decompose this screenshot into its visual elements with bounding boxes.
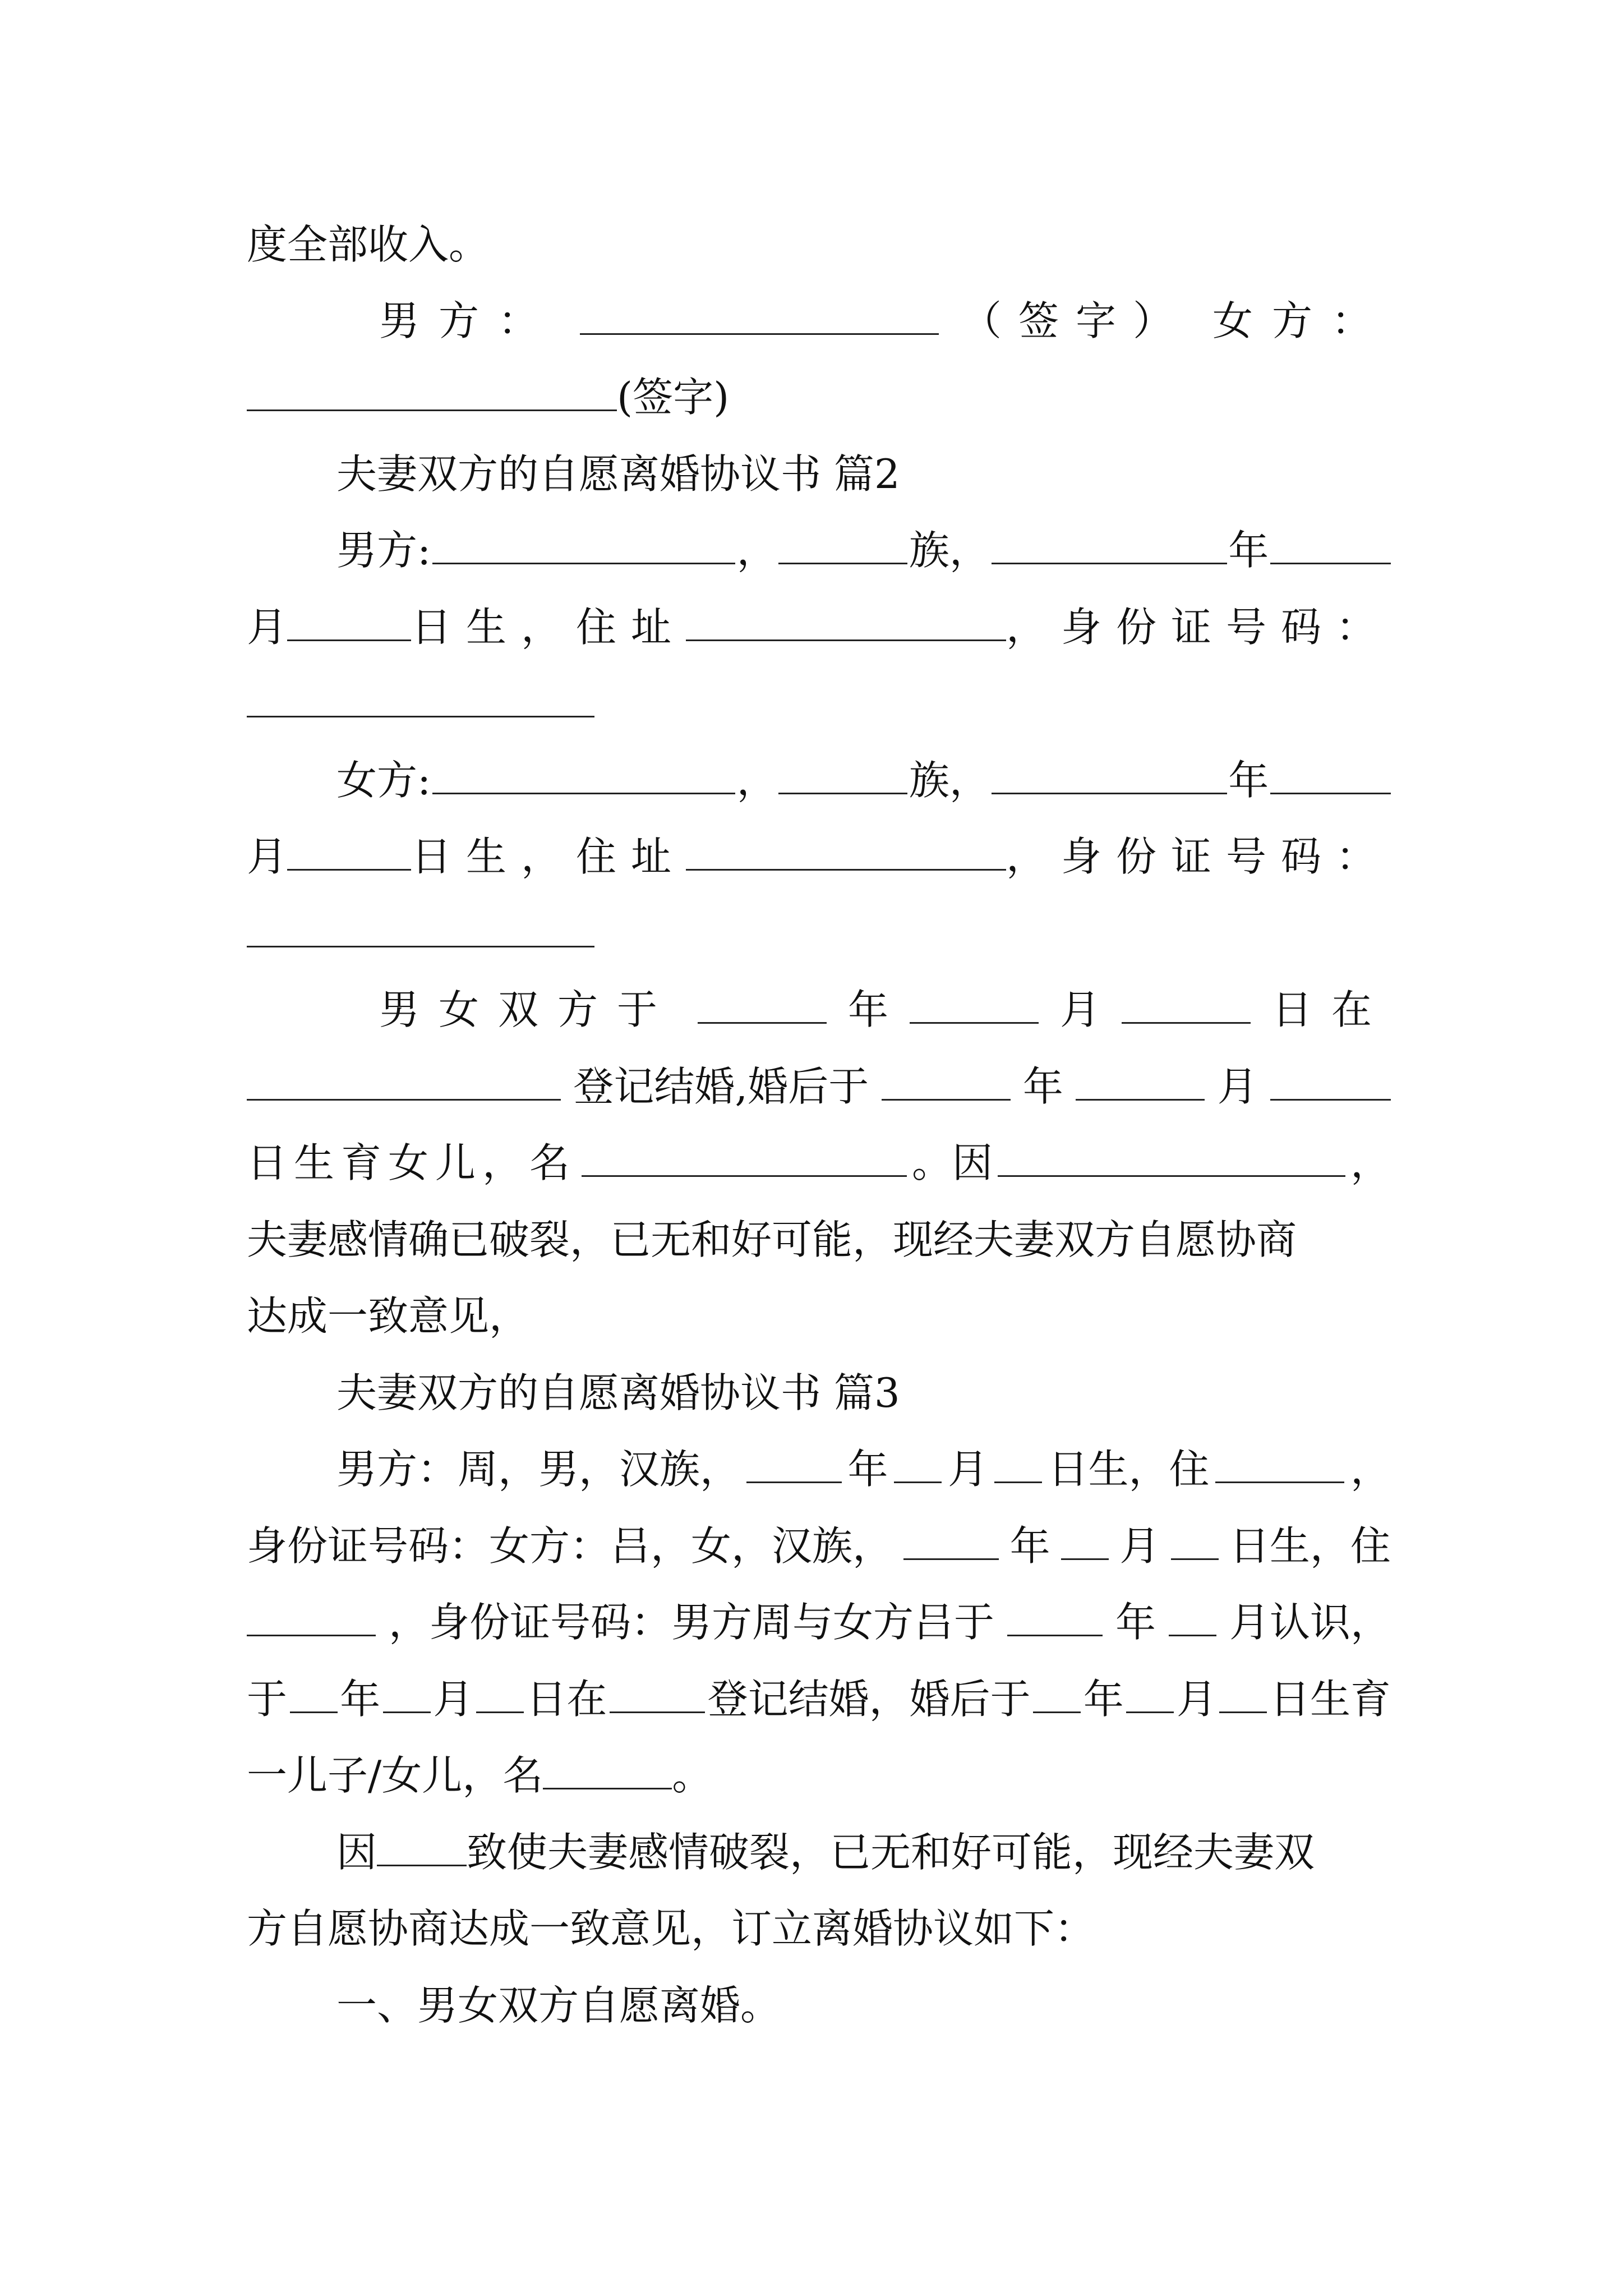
clause-1 (336, 1972, 1391, 2039)
section3-line-1 (336, 1435, 1391, 1503)
text: 因 (336, 1829, 377, 1876)
text: ， (1350, 1139, 1391, 1186)
male-day-blank[interactable] (287, 604, 411, 641)
female-birth-month-blank[interactable] (1061, 1522, 1109, 1560)
id-label: ，身份证号码： (1006, 833, 1391, 880)
text-line (247, 211, 1391, 278)
text: 日生育 (1269, 1676, 1391, 1723)
female-address-blank[interactable] (686, 833, 1006, 871)
text: 登记结婚，婚后于 (707, 1676, 1031, 1723)
comma: ， (736, 757, 777, 804)
text: 于 (247, 1676, 288, 1723)
text: 月认识， (1229, 1599, 1391, 1646)
male-ethnic-blank[interactable] (778, 527, 907, 564)
ethnic-label: 族， (909, 527, 990, 574)
male-signature-blank[interactable] (580, 297, 939, 335)
reason-line-1 (336, 1819, 1391, 1886)
birth-month-blank[interactable] (1076, 1063, 1205, 1101)
section3-line-5 (247, 1742, 1391, 1809)
text: 方自愿协商达成一致意见，订立离婚协议如下： (247, 1905, 1095, 1952)
id-label: ，身份证号码： (1006, 604, 1391, 651)
male-info-line-3 (247, 670, 1391, 737)
text: 。因 (911, 1139, 993, 1186)
text: 日生育女儿，名 (247, 1139, 577, 1186)
ethnic-label: 族， (909, 757, 990, 804)
text: 年 (1009, 1522, 1050, 1570)
male-birth-month-blank[interactable] (894, 1446, 942, 1483)
text: 月 (947, 1446, 988, 1493)
marriage-day-blank[interactable] (1122, 986, 1251, 1024)
text: 月 (1059, 986, 1100, 1033)
male-birth-year-blank[interactable] (746, 1446, 842, 1483)
female-info-line-3 (247, 900, 1391, 967)
heading-text: 夫妻双方的自愿离婚协议书 篇2 (336, 450, 900, 498)
year-label: 年 (1228, 527, 1269, 574)
text: 年 (847, 1446, 888, 1493)
text: ， (1350, 1446, 1391, 1493)
child-year-blank[interactable] (1033, 1676, 1081, 1713)
male-name-blank[interactable] (432, 527, 735, 564)
female-month-blank[interactable] (1270, 757, 1391, 794)
female-ethnic-blank[interactable] (778, 757, 907, 794)
text: 达成一致意见， (247, 1292, 530, 1340)
female-label-2: 女方: (336, 757, 431, 804)
marry-year-blank[interactable] (290, 1676, 338, 1713)
text: 年 (1083, 1676, 1124, 1723)
section3-line-3 (247, 1589, 1391, 1656)
section-heading-3 (336, 1359, 1391, 1427)
male-birth-day-blank[interactable] (994, 1446, 1042, 1483)
text: 身份证号码：女方：吕，女，汉族， (247, 1522, 893, 1570)
female-label: 女方： (1212, 297, 1391, 344)
male-info-line-1 (336, 517, 1391, 584)
month-label: 月 (247, 833, 288, 880)
text: 月 (433, 1676, 474, 1723)
marry-place-blank[interactable] (610, 1676, 705, 1713)
marriage-line-1 (379, 976, 1391, 1043)
text: 月 (1217, 1063, 1258, 1110)
registration-place-blank[interactable] (247, 1063, 561, 1101)
female-birth-day-blank[interactable] (1171, 1522, 1219, 1560)
female-signature-blank[interactable] (247, 374, 617, 411)
child-month-blank[interactable] (1126, 1676, 1174, 1713)
section3-line-4 (247, 1665, 1391, 1733)
text: 月 (1176, 1676, 1217, 1723)
text: 致使夫妻感情破裂，已无和好可能，现经夫妻双 (467, 1829, 1315, 1876)
sign-note-2: (签字) (617, 374, 730, 421)
born-address-label: 日生，住址 (411, 604, 686, 651)
reason-line-2 (247, 1895, 1391, 1962)
male-year-blank[interactable] (992, 527, 1227, 564)
marry-month-blank[interactable] (383, 1676, 431, 1713)
male-info-line-2 (247, 593, 1391, 661)
signature-line (379, 287, 1391, 355)
year-label: 年 (1228, 757, 1269, 804)
text: 月 (1119, 1522, 1160, 1570)
female-day-blank[interactable] (287, 833, 411, 871)
text: 一儿子/女儿，名 (247, 1752, 543, 1799)
male-label: 男方： (379, 297, 558, 344)
text: 男方：周，男，汉族， (336, 1446, 741, 1493)
text: 年 (340, 1676, 381, 1723)
text: 一、男女双方自愿离婚。 (336, 1982, 781, 2029)
text: 年 (847, 986, 888, 1033)
child-name-blank[interactable] (543, 1752, 672, 1789)
marry-day-blank[interactable] (476, 1676, 524, 1713)
female-info-line-2 (247, 823, 1391, 890)
paragraph-tail: 度全部收入。 (247, 221, 490, 268)
male-month-blank[interactable] (1270, 527, 1391, 564)
female-birth-year-blank[interactable] (903, 1522, 999, 1560)
text: 年 (1115, 1599, 1156, 1646)
child-day-blank[interactable] (1219, 1676, 1267, 1713)
signature-line-2 (247, 364, 1391, 431)
male-label-2: 男方: (336, 527, 431, 574)
text: 。 (672, 1752, 713, 1799)
text: 日生，住 (1048, 1446, 1210, 1493)
marriage-month-blank[interactable] (910, 986, 1039, 1024)
section-heading-2 (336, 440, 1391, 508)
female-year-blank[interactable] (992, 757, 1227, 794)
female-info-line-1 (336, 747, 1391, 814)
male-residence-blank[interactable] (1215, 1446, 1344, 1483)
meet-month-blank[interactable] (1169, 1599, 1216, 1636)
child-name-blank[interactable] (582, 1139, 907, 1177)
marriage-line-5 (247, 1282, 1391, 1350)
text: ，身份证号码：男方周与女方吕于 (388, 1599, 994, 1646)
meet-year-blank[interactable] (1007, 1599, 1103, 1636)
female-residence-blank[interactable] (247, 1599, 376, 1636)
heading-text: 夫妻双方的自愿离婚协议书 篇3 (336, 1369, 900, 1416)
female-id-blank[interactable] (247, 910, 594, 947)
month-label: 月 (247, 604, 288, 651)
sign-note: （签字） (961, 297, 1190, 344)
text: 男女双方于 (379, 986, 677, 1033)
birth-year-blank[interactable] (882, 1063, 1011, 1101)
born-address-label: 日生，住址 (411, 833, 686, 880)
comma: ， (736, 527, 777, 574)
reason-blank[interactable] (998, 1139, 1345, 1177)
reason-blank-2[interactable] (377, 1829, 467, 1866)
text: 日生，住 (1229, 1522, 1391, 1570)
male-address-blank[interactable] (686, 604, 1006, 641)
text: 日在 (1271, 986, 1391, 1033)
marriage-line-3 (247, 1129, 1391, 1197)
marriage-year-blank[interactable] (698, 986, 827, 1024)
text: 年 (1022, 1063, 1063, 1110)
male-id-blank[interactable] (247, 680, 594, 717)
marriage-line-4 (247, 1206, 1391, 1273)
marriage-line-2 (247, 1053, 1391, 1120)
text: 日在 (526, 1676, 607, 1723)
text: 登记结婚,婚后于 (573, 1063, 869, 1110)
birth-day-blank[interactable] (1270, 1063, 1391, 1101)
section3-line-2 (247, 1512, 1391, 1580)
text: 夫妻感情确已破裂，已无和好可能，现经夫妻双方自愿协商 (247, 1216, 1297, 1263)
female-name-blank[interactable] (432, 757, 735, 794)
